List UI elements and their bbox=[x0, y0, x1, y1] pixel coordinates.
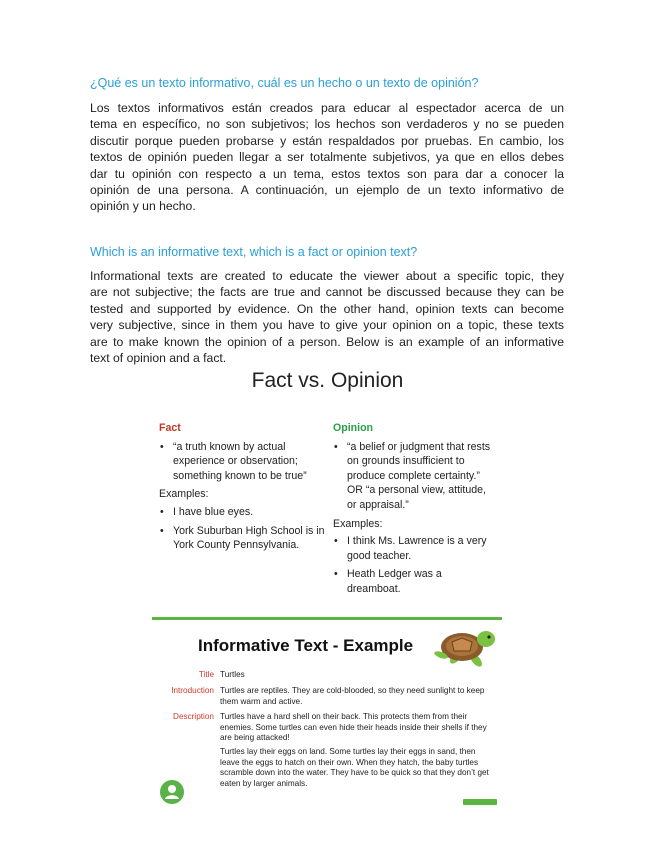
opinion-example: • Heath Ledger was a dreamboat. bbox=[333, 567, 493, 596]
turtle-icon bbox=[422, 625, 496, 675]
fact-examples-label: Examples: bbox=[159, 488, 209, 501]
fact-column bbox=[159, 421, 327, 557]
row-label-introduction: Introduction bbox=[171, 686, 214, 695]
fact-example: • York Suburban High School is in York County Pennsylvania. bbox=[159, 524, 327, 553]
spanish-line: dar tu opinión con respecto a un tema, estos textos son para dar a conocer la bbox=[90, 166, 564, 181]
opinion-examples-list bbox=[333, 534, 493, 596]
english-paragraph bbox=[90, 268, 564, 366]
fact-examples-list bbox=[159, 505, 327, 553]
english-line: tested and supported by evidence. On the other hand, opinion texts can become bbox=[90, 301, 564, 316]
user-avatar-icon bbox=[160, 780, 184, 804]
spanish-paragraph bbox=[90, 100, 564, 215]
informative-example-title: Informative Text - Example bbox=[198, 636, 414, 655]
fact-definition: • “a truth known by actual experience or observation; something known to be true” bbox=[159, 440, 327, 484]
spanish-line: discutir porque pueden probarse y están respaldados por pruebas. En cambio, los bbox=[90, 133, 564, 148]
english-line: very subjective, since in them you have to give your opinion on a topic, these texts bbox=[90, 318, 564, 333]
opinion-example: • I think Ms. Lawrence is a very good teacher. bbox=[333, 534, 493, 563]
logo-badge bbox=[463, 799, 497, 805]
fact-vs-opinion-title: Fact vs. Opinion bbox=[251, 369, 404, 392]
spanish-heading: ¿Qué es un texto informativo, cuál es un hecho o un texto de opinión? bbox=[90, 76, 479, 90]
opinion-examples-label: Examples: bbox=[333, 517, 383, 530]
informative-example-slide bbox=[152, 617, 502, 807]
spanish-line: opinión y un hecho. bbox=[90, 199, 196, 214]
opinion-definition: • “a belief or judgment that rests on grounds insufficient to produce complete certainty.” OR “a personal view, attitude, or appraisal.” bbox=[333, 440, 493, 513]
fact-heading: Fact bbox=[159, 422, 181, 434]
spanish-line: opinión de una persona. A continuación, un ejemplo de un texto informativo de bbox=[90, 183, 564, 198]
fact-example: • I have blue eyes. bbox=[159, 505, 327, 520]
fact-definition-list bbox=[159, 440, 327, 484]
row-text-description: Turtles have a hard shell on their back. This protects them from their enemies. Some turtles can even hide their heads inside their shells if they are being attacked! bbox=[220, 712, 487, 743]
spanish-line: tema en específico, no son subjetivos; los hechos son verdaderos y no se pueden bbox=[90, 117, 564, 132]
opinion-heading: Opinion bbox=[333, 422, 374, 434]
row-text-introduction: Turtles are reptiles. They are cold-blooded, so they need sunlight to keep them warm and active. bbox=[220, 686, 485, 706]
spanish-line: Los textos informativos están creados para educar al espectador acerca de un bbox=[90, 101, 564, 115]
row-text-title: Turtles bbox=[220, 670, 245, 679]
accent-divider bbox=[152, 617, 502, 620]
english-heading: Which is an informative text, which is a fact or opinion text? bbox=[90, 245, 418, 259]
english-line: are to make known the opinion of a person. Below is an example of an informative bbox=[90, 334, 564, 349]
row-label-description: Description bbox=[173, 712, 214, 721]
row-label-title: Title bbox=[198, 670, 214, 679]
english-line: Informational texts are created to educate the viewer about a specific topic, they bbox=[90, 269, 564, 283]
row-text-eggs: Turtles lay their eggs on land. Some turtles lay their eggs in sand, then leave the eggs to hatch on their own. When they hatch, the baby turtles scramble down into the water. They have to be quick so that they don’t get eaten by larger animals. bbox=[220, 747, 489, 788]
opinion-column bbox=[333, 421, 493, 601]
opinion-definition-list bbox=[333, 440, 493, 513]
spanish-line: textos de opinión pueden llegar a ser totalmente subjetivos, ya que en ellos debes bbox=[90, 150, 564, 165]
english-line: are not subjective; the facts are true and cannot be discussed because they can be bbox=[90, 285, 564, 300]
english-line: text of opinion and a fact. bbox=[90, 351, 227, 366]
